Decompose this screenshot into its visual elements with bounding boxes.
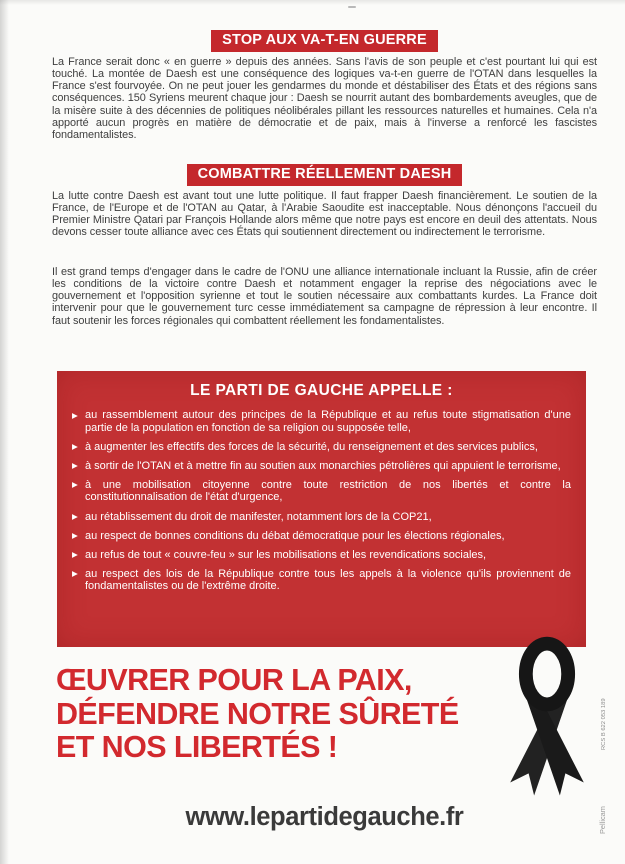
appeal-box [57,371,586,647]
triangle-bullet-icon: ▶ [72,410,78,420]
print-rcs-number: RCS B 622 053 189 [601,698,607,750]
appeal-list-item [72,511,571,524]
triangle-bullet-icon: ▶ [72,480,78,490]
headline-slogan [56,664,459,765]
appeal-item-text: au rassemblement autour des principes de la République et au refus toute stigmatisation d'une partie de la population en fonction de sa religion ou supposée telle, [85,409,571,434]
appeal-list-item [72,568,571,593]
appeal-list-item [72,530,571,543]
scan-edge-artifact-top [0,0,625,5]
appeal-list-item [72,549,571,562]
scan-speck [348,6,356,8]
appeal-item-text: à augmenter les effectifs des forces de la sécurité, du renseignement et des services publics, [85,440,538,453]
section-stop-banner-row [52,30,597,52]
banner-stop-aux-va-t-en-guerre: STOP AUX VA-T-EN GUERRE [211,30,438,52]
banner-combattre-daesh: COMBATTRE RÉELLEMENT DAESH [187,164,463,186]
appeal-item-text: au respect de bonnes conditions du débat démocratique pour les élections régionales, [85,529,505,542]
appeal-box-title: LE PARTI DE GAUCHE APPELLE : [190,382,453,399]
triangle-bullet-icon: ▶ [72,550,78,560]
appeal-list-item [72,441,571,454]
appeal-list [72,409,571,593]
appeal-item-text: au respect des lois de la République contre tous les appels à la violence qu'ils proviennent de fondamentalistes ou de l'extrême droite. [85,567,571,593]
appeal-item-text: à une mobilisation citoyenne contre toute restriction de nos libertés et contre la constitutionnalisation de l'état d'urgence, [85,478,571,504]
appeal-list-item [72,460,571,473]
appeal-item-text: au rétablissement du droit de manifester, notamment lors de la COP21, [85,510,432,523]
printer-credit: Pellicam [598,806,607,834]
paragraph-onu-alliance: Il est grand temps d'engager dans le cadre de l'ONU une alliance internationale incluant la Russie, afin de créer les conditions de la victoire contre Daesh et notamment engager la reprise des négociations avec le gouvernement et l'opposition syrienne et tout le soutien nécessaire aux combattants kurdes. La France doit intervenir pour que le gouvernement turc cesse immédiatement sa campagne de répression à leur encontre. Il faut soutenir les forces régionales qui combattent réellement les fondamentalistes. [52,266,597,327]
triangle-bullet-icon: ▶ [72,531,78,541]
appeal-list-item [72,479,571,504]
section-daesh-banner-row [52,164,597,186]
appeal-item-text: à sortir de l'OTAN et à mettre fin au soutien aux monarchies pétrolières qui appuient le terrorisme, [85,459,561,472]
headline-line: DÉFENDRE NOTRE SÛRETÉ [56,696,459,731]
mourning-ribbon-icon [501,636,593,804]
appeal-list-item [72,409,571,434]
triangle-bullet-icon: ▶ [72,512,78,522]
triangle-bullet-icon: ▶ [72,442,78,452]
headline-line: ŒUVRER POUR LA PAIX, [56,663,412,697]
triangle-bullet-icon: ▶ [72,461,78,471]
paragraph-lutte-politique: La lutte contre Daesh est avant tout une lutte politique. Il faut frapper Daesh financièrement. Le soutien de la France, de l'Europe et de l'OTAN au Qatar, à l'Arabie Saoudite est inacceptable. Nous dénonçons l'accueil du Premier Ministre Qatari par François Hollande alors même que notre pays est encore en deuil des attentats. Nous devons cesser toute alliance avec ces États qui soutiennent directement ou indirectement le terrorisme. [52,190,597,239]
triangle-bullet-icon: ▶ [72,569,78,579]
scan-edge-artifact-left [0,0,9,864]
paragraph-guerre: La France serait donc « en guerre » depuis des années. Sans l'avis de son peuple et c'est pourtant lui qui est touché. La montée de Daesh est une conséquence des logiques va-t-en guerre de l'OTAN dans lesquelles la France s'est fourvoyée. On ne peut jouer les gendarmes du monde et déstabiliser des États et des régions sans conséquences. 150 Syriens meurent chaque jour : Daesh se nourrit autant des bombardements aveugles, que de la misère suite à des décennies de politiques néolibérales pillant les ressources naturelles et humaines. Cela n'a apporté aucun progrès en matière de démocratie et de paix, mais à l'inverse a renforcé les fascistes fondamentalistes. [52,56,597,141]
headline-line: ET NOS LIBERTÉS ! [56,730,338,764]
appeal-item-text: au refus de tout « couvre-feu » sur les mobilisations et les revendications sociales, [85,548,487,561]
website-link[interactable]: www.lepartidegauche.fr [185,803,464,831]
